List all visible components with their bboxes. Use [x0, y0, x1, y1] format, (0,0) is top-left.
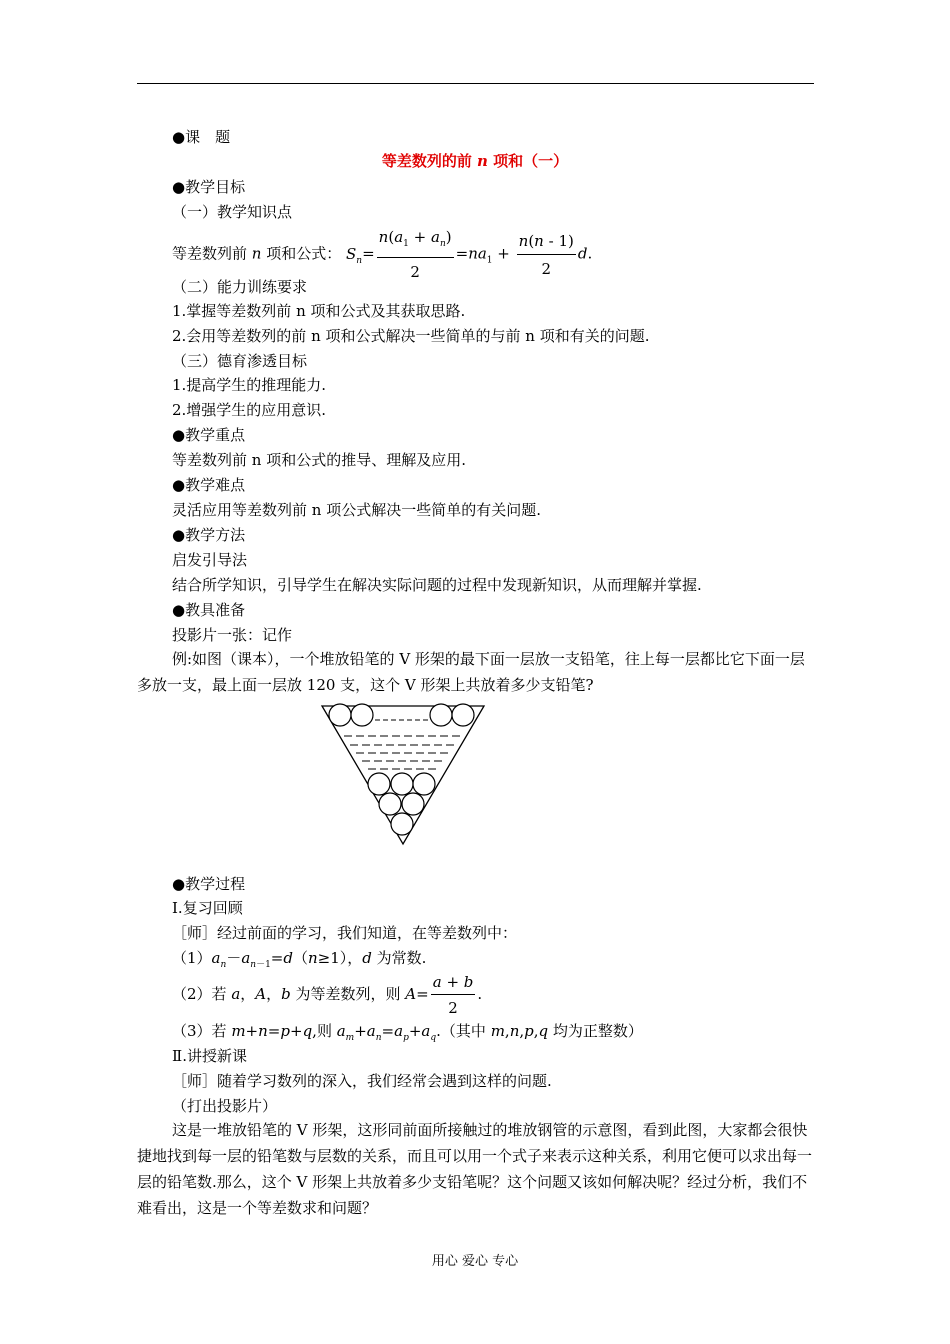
moral-item-1: 1.提高学生的推理能力.: [172, 376, 327, 394]
difficult-heading: ●教学难点: [172, 476, 246, 494]
method-heading: ●教学方法: [172, 526, 246, 544]
new-lesson-heading: Ⅱ.讲授新课: [172, 1047, 247, 1065]
header-rule: [137, 83, 814, 84]
review-heading: Ⅰ.复习回顾: [172, 899, 243, 917]
teacher-line-2: ［师］随着学习数列的深入，我们经常会遇到这样的问题.: [172, 1072, 552, 1090]
tools-item-1: 投影片一张：记作: [172, 626, 293, 644]
projector-note: （打出投影片）: [172, 1097, 278, 1115]
moral-heading: （三）德育渗透目标: [172, 352, 308, 370]
moral-item-2: 2.增强学生的应用意识.: [172, 401, 327, 419]
difficult-text: 灵活应用等差数列前 n 项公式解决一些简单的有关问题.: [172, 501, 541, 519]
sum-formula: 等差数列前 n 项和公式： $S_n=$ $\frac{n(a_1 + a_n)}{2}$ $=na_1$ + $\frac{n(n - 1)}{2}$ d.: [172, 228, 593, 281]
example-text: 例:如图（课本），一个堆放铅笔的 V 形架的最下面一层放一支铅笔，往上每一层都比它下面一层多放一支，最上面一层放 120 支，这个 V 形架上共放着多少支铅笔?: [137, 650, 805, 694]
ability-item-1: 1.掌握等差数列前 n 项和公式及其获取思路.: [172, 302, 466, 320]
tools-heading: ●教具准备: [172, 601, 246, 619]
key-text: 等差数列前 n 项和公式的推导、理解及应用.: [172, 451, 466, 469]
body-paragraph: 这是一堆放铅笔的 V 形架，这形同前面所接触过的堆放钢管的示意图，看到此图，大家都会很快捷地找到每一层的铅笔数与层数的关系，而且可以用一个式子来表示这种关系，利用它便可以求出每一层的铅笔数.那么，这个 V 形架上共放着多少支铅笔呢？这个问题又该如何解决呢？经过分析，我们不难看出，这是一个等差数求和问题？: [137, 1121, 813, 1217]
review-item-3: （3）若 m+n=p+q,则 $a_m+a_n=a_p+a_q$.（其中 m,n,p,q 均为正整数）: [172, 1022, 643, 1043]
process-heading: ●教学过程: [172, 875, 246, 893]
ability-heading: （二）能力训练要求: [172, 278, 308, 296]
knowledge-heading: （一）教学知识点: [172, 203, 293, 221]
method-item-1: 启发引导法: [172, 551, 248, 569]
key-heading: ●教学重点: [172, 426, 246, 444]
review-item-1: $(1)a_n-a_{n-1}=d(n\ge 1)$，d 为常数.: [172, 949, 427, 970]
pencil-v-rack-figure: [320, 698, 490, 848]
page-footer: 用心 爱心 专心: [431, 1254, 519, 1269]
page-title: 等差数列的前 n 项和（一）: [381, 152, 569, 170]
method-item-2: 结合所学知识，引导学生在解决实际问题的过程中发现新知识，从而理解并掌握.: [172, 576, 702, 594]
review-item-2: （2）若 a，A，b 为等差数列，则 A= $\frac{a + b}{2}$ .: [172, 973, 483, 1017]
objectives-heading: ●教学目标: [172, 178, 246, 196]
teacher-line-1: ［师］经过前面的学习，我们知道，在等差数列中：: [172, 924, 518, 942]
course-label: ●课 题: [172, 128, 231, 146]
ability-item-2: 2.会用等差数列的前 n 项和公式解决一些简单的与前 n 项和有关的问题.: [172, 327, 650, 345]
